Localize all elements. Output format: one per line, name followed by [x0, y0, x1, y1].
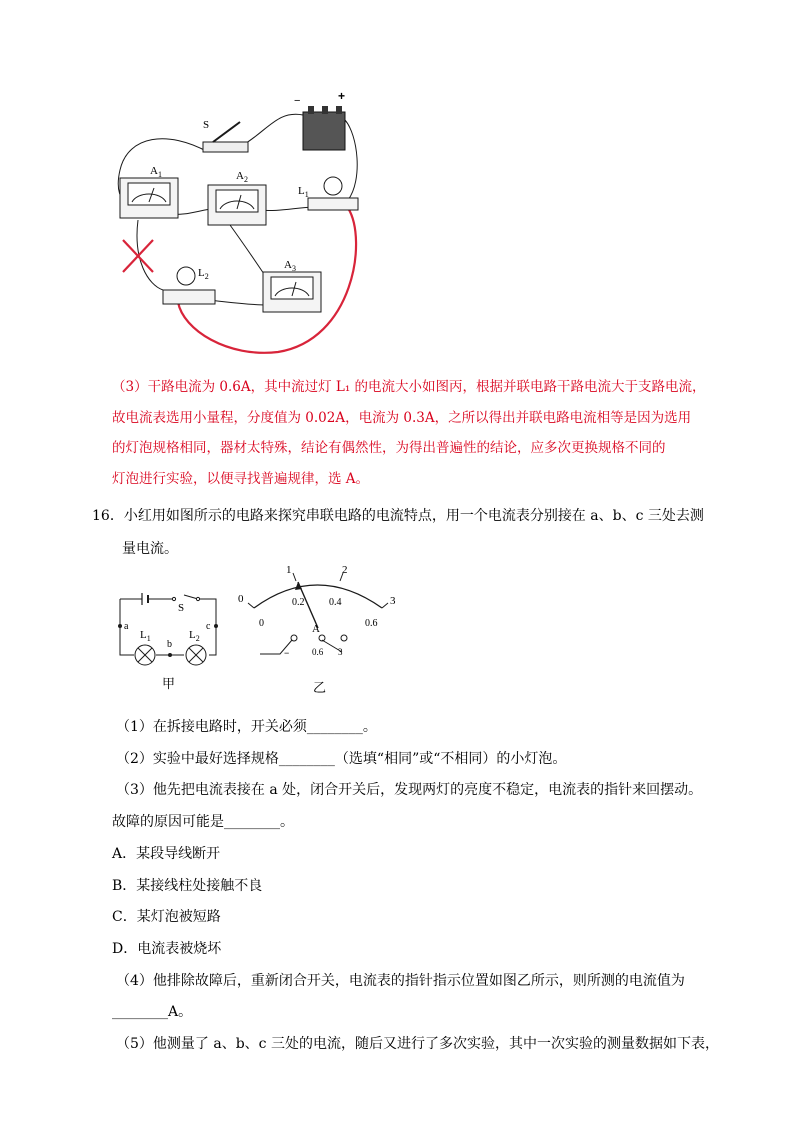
series-circuit-figure-jia — [112, 585, 227, 695]
answer-line: （3）干路电流为 0.6A，其中流过灯 L₁ 的电流大小如图丙，根据并联电路干路电流大于支路电流， — [112, 379, 706, 395]
figure-caption: 乙 — [313, 680, 327, 695]
svg-text:A1: $A_1$ — [150, 165, 162, 179]
lamp-l2 — [163, 267, 215, 304]
stem-line: 量电流。 — [122, 541, 178, 557]
wire — [208, 300, 268, 305]
svg-text:2: 2 — [342, 564, 348, 576]
svg-text:0.6: 0.6 — [365, 618, 378, 629]
svg-text:L1: $L_1$ — [140, 629, 151, 643]
svg-text:L2: $L_2$ — [198, 267, 209, 281]
wire — [137, 220, 163, 290]
sub-question: （3）他先把电流表接在 a 处，闭合开关后，发现两灯的亮度不稳定，电流表的指针来回摆动。 — [116, 782, 703, 799]
answer-line: 灯泡进行实验，以便寻找普遍规律，选 A。 — [112, 470, 370, 487]
svg-text:S: S — [178, 602, 185, 614]
svg-text:b: b — [167, 639, 172, 650]
lamp-l1 — [298, 177, 358, 210]
svg-text:−: − — [294, 95, 301, 107]
cross-mark — [123, 240, 153, 272]
choice-option: C．某灯泡被短路 — [112, 909, 221, 926]
battery-symbol — [142, 593, 148, 605]
question-16-stem — [92, 500, 752, 566]
svg-text:A3: $A_3$ — [284, 259, 296, 273]
stem-line: 16．小红用如图所示的电路来探究串联电路的电流特点，用一个电流表分别接在 a、b、c 三处去测 — [92, 508, 704, 524]
svg-text:c: c — [206, 621, 211, 632]
sub-question-continued: ________A。 — [112, 1004, 193, 1021]
svg-text:3: 3 — [338, 647, 343, 657]
answer-explanation — [112, 372, 712, 494]
svg-text:L1: $L_1$ — [298, 185, 309, 199]
svg-text:1: 1 — [286, 564, 292, 576]
svg-text:a: a — [124, 621, 129, 632]
sub-question: （4）他排除故障后，重新闭合开关，电流表的指针指示位置如图乙所示，则所测的电流值为 — [116, 972, 685, 989]
battery — [294, 90, 345, 150]
svg-text:S: S — [203, 119, 210, 131]
ammeter-dial-figure-yi — [232, 560, 410, 700]
ammeter-a1 — [120, 165, 178, 218]
parallel-circuit-figure — [108, 90, 373, 360]
wire — [345, 120, 357, 200]
svg-text:L2: $L_2$ — [189, 629, 200, 643]
figure-caption: 甲 — [162, 676, 176, 691]
lamp-symbol — [186, 645, 206, 665]
svg-text:0.2: 0.2 — [292, 597, 305, 608]
sub-question: （5）他测量了 a、b、c 三处的电流，随后又进行了多次实验，其中一次实验的测量数据如下表， — [116, 1036, 719, 1053]
dial-arc — [254, 585, 382, 608]
ammeter-a3 — [263, 259, 321, 312]
svg-text:+: + — [338, 90, 346, 103]
ammeter-a2 — [208, 170, 266, 225]
answer-line: 的灯泡规格相同，器材太特殊，结论有偶然性，为得出普遍性的结论，应多次更换规格不同的 — [112, 440, 666, 456]
wire — [230, 225, 268, 280]
svg-text:0.6: 0.6 — [312, 647, 324, 657]
sub-question-continued: 故障的原因可能是________。 — [112, 814, 294, 831]
svg-text:0: 0 — [259, 618, 264, 629]
wire — [243, 114, 303, 145]
sub-questions — [112, 712, 752, 1061]
answer-line: 故电流表选用小量程，分度值为 0.02A，电流为 0.3A，之所以得出并联电路电流相等是因为选用 — [112, 409, 692, 426]
sub-question: （2）实验中最好选择规格________（选填“相同”或“不相同）的小灯泡。 — [116, 750, 567, 767]
choice-option: D．电流表被烧坏 — [112, 940, 222, 957]
svg-text:−: − — [284, 648, 290, 658]
choice-option: B．某接线柱处接触不良 — [112, 877, 263, 894]
lamp-symbol — [135, 645, 155, 665]
choice-option: A．某段导线断开 — [112, 845, 221, 862]
svg-text:3: 3 — [390, 595, 396, 607]
svg-text:A: A — [312, 623, 320, 635]
terminal — [291, 635, 347, 641]
svg-text:0.4: 0.4 — [329, 597, 342, 608]
switch — [203, 119, 248, 152]
svg-text:A2: $A_2$ — [236, 170, 248, 184]
sub-question: （1）在拆接电路时，开关必须________。 — [116, 719, 377, 735]
svg-text:0: 0 — [238, 593, 244, 605]
